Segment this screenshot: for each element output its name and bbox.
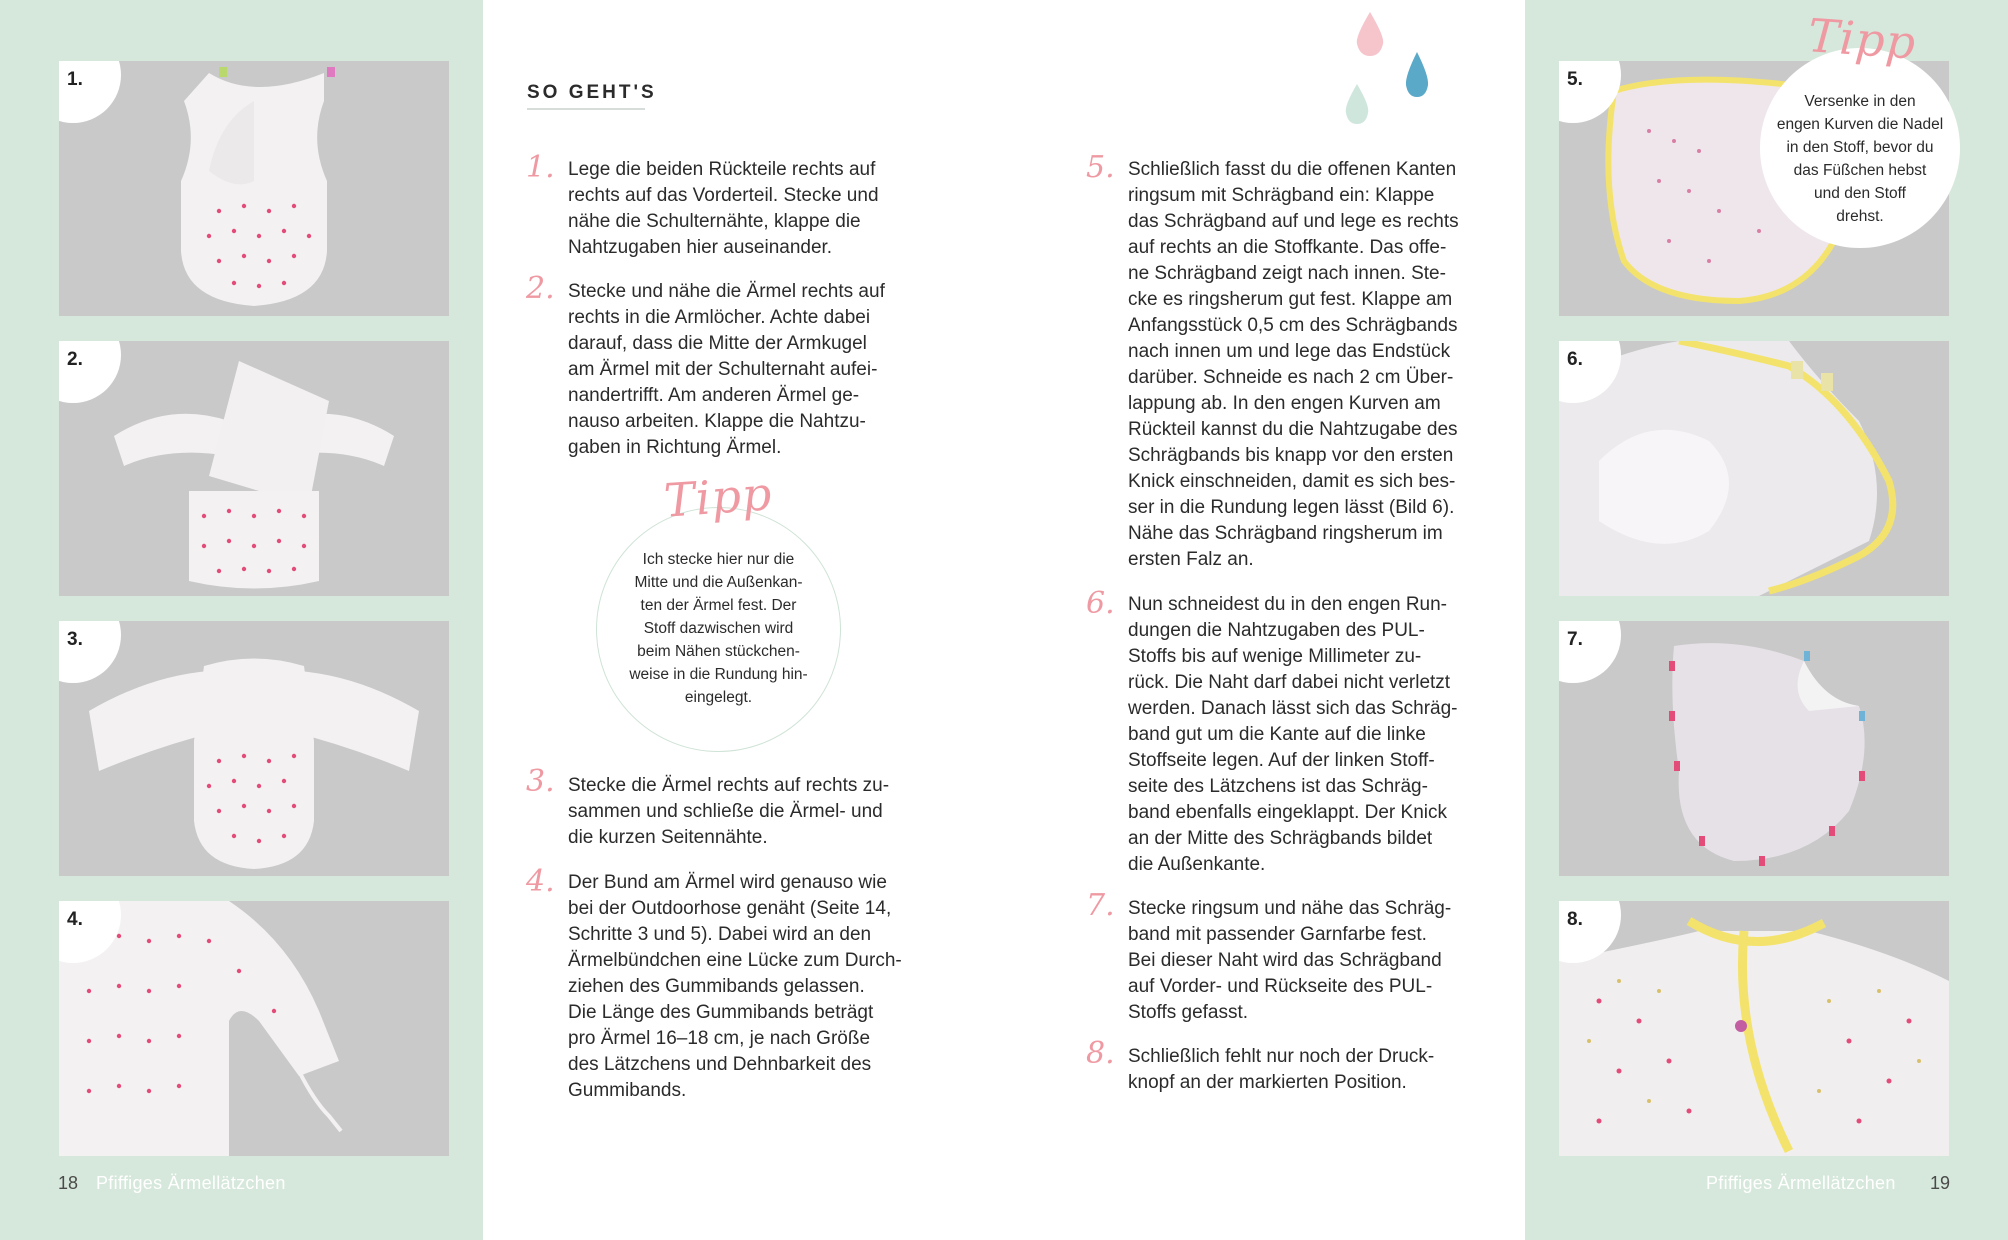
step-photo-label: 1. <box>59 61 121 123</box>
page-number-left: 18 <box>58 1173 79 1193</box>
step-photo-label: 6. <box>1559 341 1621 403</box>
drop-pink-icon <box>1355 12 1385 56</box>
step-photo-label: 2. <box>59 341 121 403</box>
step-photo-label: 3. <box>59 621 121 683</box>
tip-text-middle: Ich stecke hier nur die Mitte und die Außenkan- ten der Ärmel fest. Der Stoff dazwischen wird beim Nähen stückchen- weise in die Rundung hin- eingelegt. <box>629 551 808 706</box>
step-text-1: Lege die beiden Rückteile rechts auf rechts auf das Vorderteil. Stecke und nähe die Schulternähte, klappe die Nahtzugaben hier auseinander. <box>568 159 879 258</box>
step-number: 1. <box>526 150 555 185</box>
step-text-2: Stecke und nähe die Ärmel rechts auf rechts in die Armlöcher. Achte dabei darauf, dass die Mitte der Armkugel am Ärmel mit der Schulternaht aufei- nandertrifft. Am anderen Ärmel ge- nauso arbeiten. Klappe die Nahtzu- gaben in Richtung Ärmel. <box>568 281 885 458</box>
tip-text-right: Versenke in den engen Kurven die Nadel in den Stoff, bevor du das Füßchen hebst und den Stoff drehst. <box>1776 93 1944 225</box>
drop-mint-icon <box>1344 84 1370 124</box>
step-photo-8 <box>1559 901 1949 1156</box>
step-photo-1 <box>59 61 449 316</box>
drop-blue-icon <box>1405 52 1429 97</box>
step-text-3: Stecke die Ärmel rechts auf rechts zu- sammen und schließe die Ärmel- und die kurzen Seitennähte. <box>568 775 890 848</box>
running-title-right: Pfiffiges Ärmellätzchen <box>1706 1173 1896 1193</box>
step-photo-label: 5. <box>1559 61 1621 123</box>
step-number: 3. <box>526 764 555 799</box>
step-photo-label: 4. <box>59 901 121 963</box>
step-text-4: Der Bund am Ärmel wird genauso wie bei der Outdoorhose genäht (Seite 14, Schritte 3 und 5). Dabei wird an den Ärmelbündchen eine Lücke zum Durch- ziehen des Gummibands gelassen. Die Länge des Gummibands beträgt pro Ärmel 16–18 cm, je nach Größe des Lätzchens und Dehnbarkeit des Gummibands. <box>568 872 902 1101</box>
step-photo-6 <box>1559 341 1949 596</box>
step-photo-3 <box>59 621 449 876</box>
step-number: 2. <box>526 271 555 306</box>
step-photo-label: 8. <box>1559 901 1621 963</box>
tip-title-middle: Tipp <box>662 466 775 528</box>
step-number: 6. <box>1086 586 1115 621</box>
section-heading: SO GEHT'S <box>527 82 657 103</box>
step-number: 4. <box>526 864 555 899</box>
step-text-8: Schließlich fehlt nur noch der Druck- knopf an der markierten Position. <box>1128 1046 1435 1093</box>
step-photo-2 <box>59 341 449 596</box>
step-photo-4 <box>59 901 449 1156</box>
step-number: 7. <box>1086 888 1115 923</box>
step-photo-label: 7. <box>1559 621 1621 683</box>
step-number: 8. <box>1086 1036 1115 1071</box>
step-text-7: Stecke ringsum und nähe das Schräg- band mit passender Garnfarbe fest. Bei dieser Naht wird das Schrägband auf Vorder- und Rückseite des PUL- Stoffs gefasst. <box>1128 898 1452 1023</box>
step-text-6: Nun schneidest du in den engen Run- dungen die Nahtzugaben des PUL- Stoffs bis auf wenige Millimeter zu- rück. Die Naht darf dabei nicht verletzt werden. Danach lässt sich das Schräg- band gut um die Kante auf die linke Stoffseite legen. Auf der linken Stoff- seite des Lätzchens ist das Schräg- band ebenfalls eingeklappt. Der Knick an der Mitte des Schrägbands bildet die Außenkante. <box>1128 594 1458 875</box>
step-number: 5. <box>1086 150 1115 185</box>
running-title-left: Pfiffiges Ärmellätzchen <box>96 1173 286 1193</box>
step-photo-7 <box>1559 621 1949 876</box>
page-number-right: 19 <box>1930 1173 1951 1193</box>
tip-title-right: Tipp <box>1806 8 1919 70</box>
step-text-5: Schließlich fasst du die offenen Kanten ringsum mit Schrägband ein: Klappe das Schrägband auf und lege es rechts auf rechts an die Stoffkante. Das offe- ne Schrägband zeigt nach innen. Ste- cke es ringsherum gut fest. Klappe am Anfangsstück 0,5 cm des Schrägbands nach innen um und lege das Endstück darüber. Schneide es nach 2 cm Über- lappung ab. In den engen Kurven am Rückteil kannst du die Nahtzugabe des Schrägbands bis knapp vor den ersten Knick einschneiden, damit es sich bes- ser in die Rundung legen lässt (Bild 6). Nähe das Schrägband ringsherum im ersten Falz an. <box>1128 159 1459 570</box>
heading-underline <box>527 108 645 110</box>
